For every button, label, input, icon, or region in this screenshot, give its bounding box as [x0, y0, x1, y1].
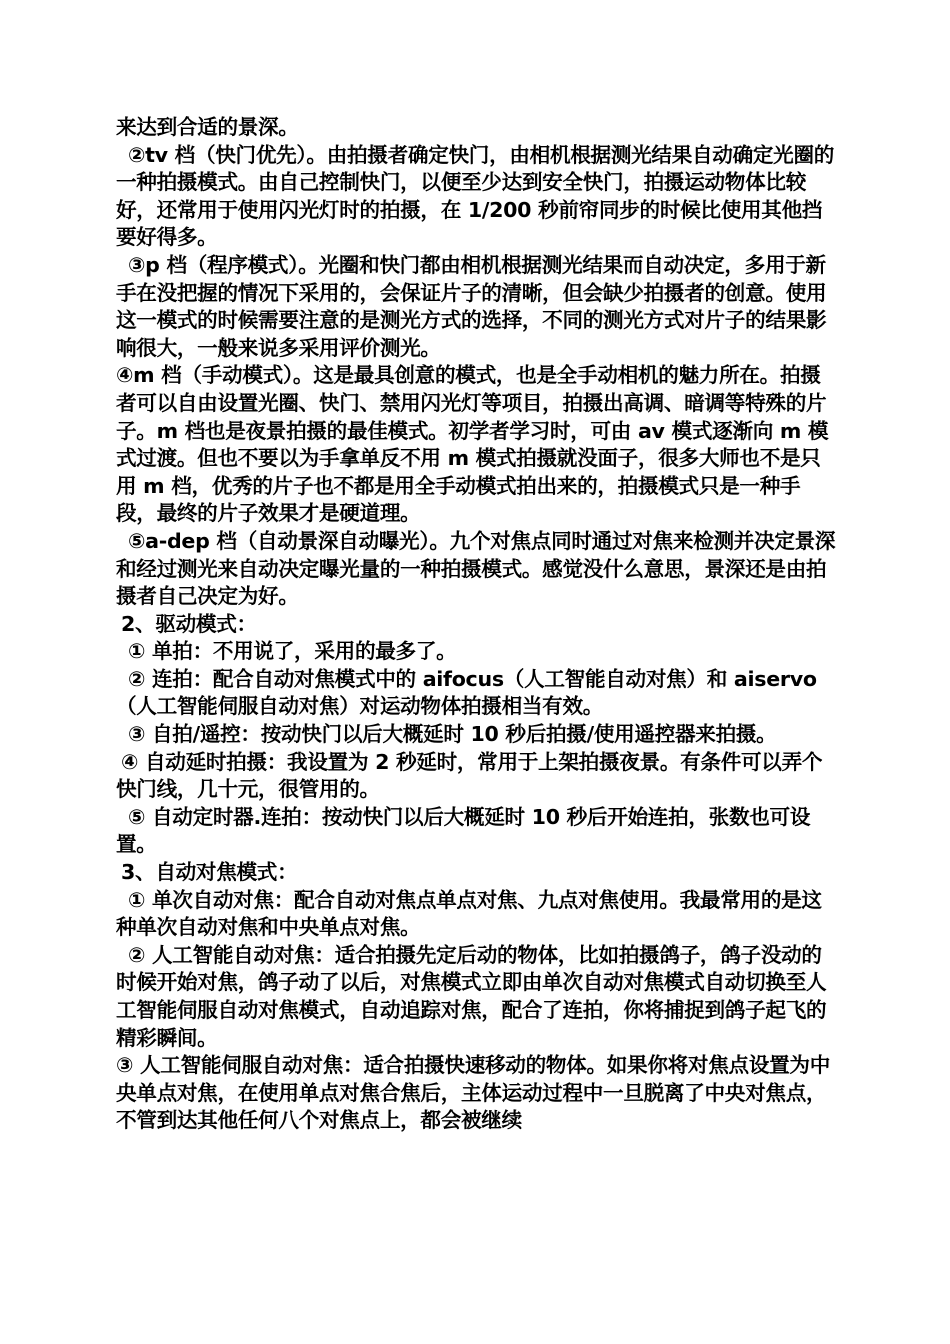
paragraph-single-shot: ① 单拍：不用说了，采用的最多了。: [128, 639, 457, 664]
paragraph-delay-shot: ④ 自动延时拍摄：我设置为 2 秒延时，常用于上架拍摄夜景。有条件可以弄个快门线，几十元，很管用的。: [116, 749, 823, 802]
paragraph-continuous-shot: ② 连拍：配合自动对焦模式中的 aifocus（人工智能自动对焦）和 aiservo（人工智能伺服自动对焦）对运动物体拍摄相当有效。: [116, 666, 817, 719]
paragraph-continuation: 来达到合适的景深。: [116, 115, 299, 139]
paragraph-ai-servo: ③ 人工智能伺服自动对焦：适合拍摄快速移动的物体。如果你将对焦点设置为中央单点对焦，在使用单点对焦合焦后，主体运动过程中一旦脱离了中央对焦点，不管到达其他任何八个对焦点上，都会被继续: [116, 1053, 830, 1133]
heading-drive-mode: 2、驱动模式：: [121, 611, 257, 636]
document-page: [116, 114, 836, 1135]
paragraph-timer-continuous: ⑤ 自动定时器.连拍：按动快门以后大概延时 10 秒后开始连拍，张数也可设置。: [116, 804, 811, 857]
paragraph-tv-mode: ②tv 档（快门优先）。由拍摄者确定快门，由相机根据测光结果自动确定光圈的一种拍摄模式。由自己控制快门，以便至少达到安全快门，拍摄运动物体比较好，还常用于使用闪光灯时的拍摄，在 1/200 秒前帘同步的时候比使用其他挡要好得多。: [116, 142, 835, 250]
paragraph-ai-focus: ② 人工智能自动对焦：适合拍摄先定后动的物体，比如拍摄鸽子，鸽子没动的时候开始对焦，鸽子动了以后，对焦模式立即由单次自动对焦模式自动切换至人工智能伺服自动对焦模式，自动追踪对焦，配合了连拍，你将捕捉到鸽子起飞的精彩瞬间。: [116, 942, 827, 1050]
paragraph-self-timer: ③ 自拍/遥控：按动快门以后大概延时 10 秒后拍摄/使用遥控器来拍摄。: [128, 722, 777, 747]
paragraph-one-shot-af: ① 单次自动对焦：配合自动对焦点单点对焦、九点对焦使用。我最常用的是这种单次自动对焦和中央单点对焦。: [116, 887, 822, 940]
paragraph-p-mode: ③p 档（程序模式）。光圈和快门都由相机根据测光结果而自动决定，多用于新手在没把握的情况下采用的，会保证片子的清晰，但会缺少拍摄者的创意。使用这一模式的时候需要注意的是测光方式的选择，不同的测光方式对片子的结果影响很大，一般来说多采用评价测光。: [116, 252, 827, 360]
paragraph-m-mode: ④m 档（手动模式）。这是最具创意的模式，也是全手动相机的魅力所在。拍摄者可以自由设置光圈、快门、禁用闪光灯等项目，拍摄出高调、暗调等特殊的片子。m 档也是夜景拍摄的最佳模式。初学者学习时，可由 av 模式逐渐向 m 模式过渡。但也不要以为手拿单反不用 m 模式拍摄就没面子，很多大师也不是只用 m 档，优秀的片子也不都是用全手动模式拍出来的，拍摄模式只是一种手段，最终的片子效果才是硬道理。: [116, 363, 829, 526]
paragraph-adep-mode: ⑤a-dep 档（自动景深自动曝光）。九个对焦点同时通过对焦来检测并决定景深和经过测光来自动决定曝光量的一种拍摄模式。感觉没什么意思，景深还是由拍摄者自己决定为好。: [116, 528, 836, 609]
heading-af-mode: 3、自动对焦模式：: [121, 860, 298, 885]
